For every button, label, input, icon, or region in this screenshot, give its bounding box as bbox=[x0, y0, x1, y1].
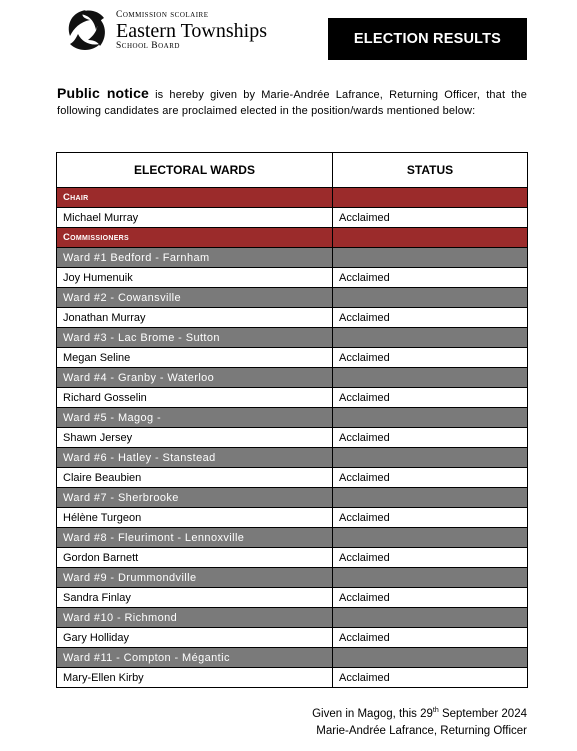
ward-label: Ward #11 - Compton - Mégantic bbox=[57, 648, 333, 668]
section-row-commissioners bbox=[57, 228, 528, 248]
candidate-status: Acclaimed bbox=[333, 268, 528, 288]
candidate-status: Acclaimed bbox=[333, 308, 528, 328]
table-row bbox=[57, 268, 528, 288]
header-electoral-wards: ELECTORAL WARDS bbox=[57, 153, 333, 188]
table-row bbox=[57, 308, 528, 328]
candidate-status: Acclaimed bbox=[333, 348, 528, 368]
ward-status-empty bbox=[333, 248, 528, 268]
section-label: Commissioners bbox=[57, 228, 333, 248]
candidate-status: Acclaimed bbox=[333, 548, 528, 568]
section-status-empty bbox=[333, 188, 528, 208]
ward-status-empty bbox=[333, 488, 528, 508]
ward-label: Ward #4 - Granby - Waterloo bbox=[57, 368, 333, 388]
header-status: STATUS bbox=[333, 153, 528, 188]
candidate-status: Acclaimed bbox=[333, 668, 528, 688]
signatory-line: Marie-Andrée Lafrance, Returning Officer bbox=[316, 724, 527, 737]
logo-line-2: Eastern Townships bbox=[116, 20, 267, 42]
candidate-name: Sandra Finlay bbox=[57, 588, 333, 608]
swirl-logo-icon bbox=[60, 6, 112, 54]
table-row bbox=[57, 588, 528, 608]
section-status-empty bbox=[333, 228, 528, 248]
ward-status-empty bbox=[333, 288, 528, 308]
table-row bbox=[57, 208, 528, 228]
given-date-text: Given in Magog, this 29 bbox=[312, 707, 433, 720]
candidate-status: Acclaimed bbox=[333, 468, 528, 488]
table-row bbox=[57, 668, 528, 688]
ward-status-empty bbox=[333, 448, 528, 468]
notice-text: is hereby given by Marie-Andrée Lafrance, Returning Officer, that the following candidates are proclaimed elected in the position/wards mentioned below: bbox=[57, 89, 527, 117]
given-date-month: September 2024 bbox=[438, 707, 527, 720]
ward-row bbox=[57, 288, 528, 308]
candidate-name: Shawn Jersey bbox=[57, 428, 333, 448]
ward-label: Ward #7 - Sherbrooke bbox=[57, 488, 333, 508]
ward-row bbox=[57, 568, 528, 588]
given-date-line bbox=[312, 702, 527, 723]
logo-line-1: Commission scolaire bbox=[116, 10, 209, 20]
section-row-chair bbox=[57, 188, 528, 208]
table-row bbox=[57, 428, 528, 448]
candidate-name: Hélène Turgeon bbox=[57, 508, 333, 528]
candidate-name: Joy Humenuik bbox=[57, 268, 333, 288]
signature-block bbox=[312, 702, 527, 740]
ward-row bbox=[57, 608, 528, 628]
ward-row bbox=[57, 408, 528, 428]
ward-label: Ward #1 Bedford - Farnham bbox=[57, 248, 333, 268]
logo-text bbox=[116, 10, 267, 52]
candidate-status: Acclaimed bbox=[333, 428, 528, 448]
candidate-status: Acclaimed bbox=[333, 628, 528, 648]
candidate-name: Richard Gosselin bbox=[57, 388, 333, 408]
table-row bbox=[57, 548, 528, 568]
ward-status-empty bbox=[333, 328, 528, 348]
ward-row bbox=[57, 248, 528, 268]
candidate-name: Gordon Barnett bbox=[57, 548, 333, 568]
ward-row bbox=[57, 328, 528, 348]
ward-row bbox=[57, 368, 528, 388]
ward-row bbox=[57, 448, 528, 468]
school-board-logo bbox=[60, 6, 280, 54]
candidate-name: Jonathan Murray bbox=[57, 308, 333, 328]
ward-status-empty bbox=[333, 528, 528, 548]
ward-row bbox=[57, 648, 528, 668]
ward-label: Ward #10 - Richmond bbox=[57, 608, 333, 628]
ward-status-empty bbox=[333, 408, 528, 428]
candidate-status: Acclaimed bbox=[333, 508, 528, 528]
notice-lead: Public notice bbox=[57, 85, 149, 101]
table-header-row bbox=[57, 153, 528, 188]
ward-label: Ward #9 - Drummondville bbox=[57, 568, 333, 588]
ward-status-empty bbox=[333, 368, 528, 388]
table-row bbox=[57, 348, 528, 368]
date-suffix: th bbox=[432, 707, 439, 714]
ward-label: Ward #6 - Hatley - Stanstead bbox=[57, 448, 333, 468]
ward-label: Ward #5 - Magog - bbox=[57, 408, 333, 428]
ward-status-empty bbox=[333, 648, 528, 668]
section-label: Chair bbox=[57, 188, 333, 208]
candidate-status: Acclaimed bbox=[333, 388, 528, 408]
candidate-name: Gary Holliday bbox=[57, 628, 333, 648]
table-row bbox=[57, 468, 528, 488]
candidate-name: Claire Beaubien bbox=[57, 468, 333, 488]
ward-status-empty bbox=[333, 568, 528, 588]
ward-label: Ward #8 - Fleurimont - Lennoxville bbox=[57, 528, 333, 548]
ward-status-empty bbox=[333, 608, 528, 628]
table-row bbox=[57, 388, 528, 408]
table-row bbox=[57, 628, 528, 648]
candidate-status: Acclaimed bbox=[333, 588, 528, 608]
public-notice-paragraph bbox=[57, 86, 527, 119]
logo-line-3: School Board bbox=[116, 41, 180, 51]
ward-row bbox=[57, 488, 528, 508]
ward-label: Ward #3 - Lac Brome - Sutton bbox=[57, 328, 333, 348]
table-row bbox=[57, 508, 528, 528]
page-title: ELECTION RESULTS bbox=[328, 18, 527, 60]
candidate-name: Mary-Ellen Kirby bbox=[57, 668, 333, 688]
candidate-name: Michael Murray bbox=[57, 208, 333, 228]
candidate-status: Acclaimed bbox=[333, 208, 528, 228]
results-table bbox=[56, 152, 528, 688]
ward-row bbox=[57, 528, 528, 548]
ward-label: Ward #2 - Cowansville bbox=[57, 288, 333, 308]
candidate-name: Megan Seline bbox=[57, 348, 333, 368]
